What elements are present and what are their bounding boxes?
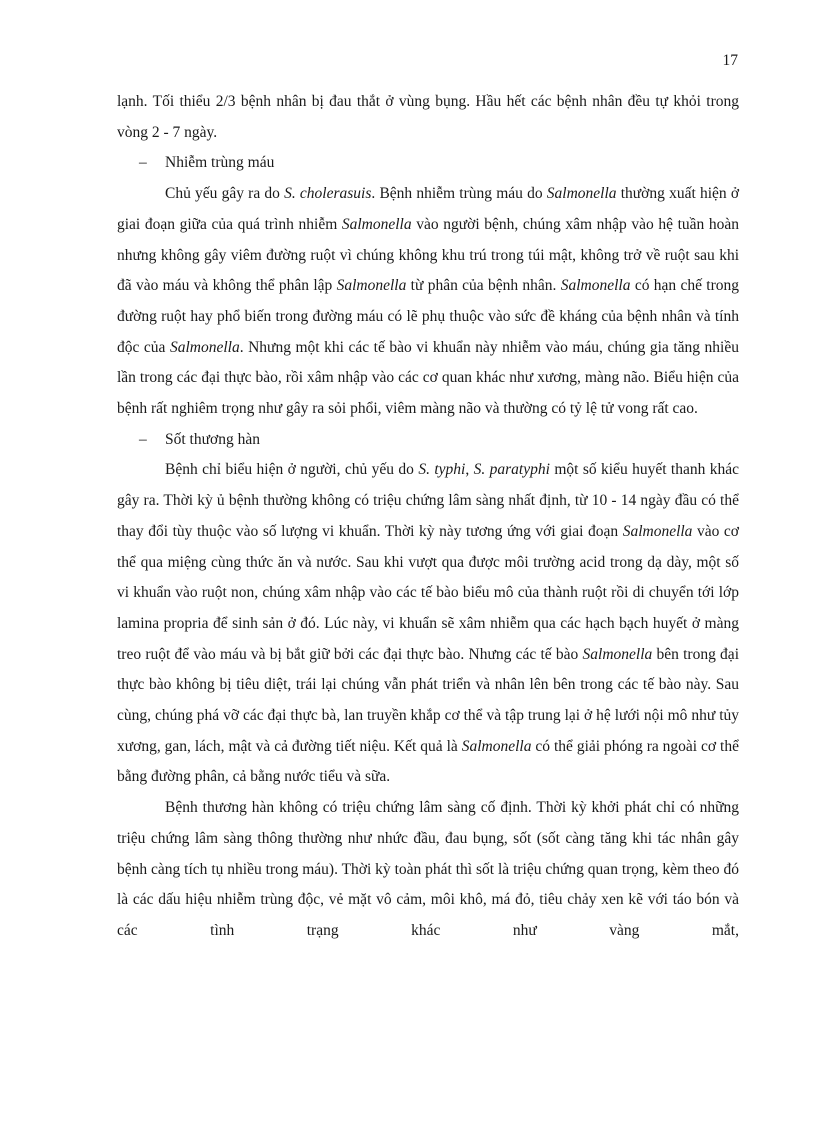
- document-body: [117, 87, 739, 947]
- paragraph-sot-thuong-han: [117, 455, 739, 793]
- text-run: lạnh. Tối thiểu 2/3 bệnh nhân bị đau thắt ở vùng bụng. Hầu hết các bệnh nhân đều tự khỏi trong vòng 2 - 7 ngày.: [117, 93, 739, 141]
- italic-term: S. typhi: [418, 461, 466, 479]
- italic-term: Salmonella: [461, 737, 532, 755]
- text-run: Chủ yếu gây ra do: [165, 185, 285, 203]
- page-number: 17: [722, 52, 738, 69]
- italic-term: Salmonella: [622, 522, 693, 540]
- heading-sot-thuong-han: [139, 425, 739, 456]
- italic-term: Salmonella: [546, 185, 617, 203]
- italic-term: S. paratyphi: [473, 461, 550, 479]
- text-run: . Nhưng một khi các tế bào vi khuẩn này nhiễm vào máu, chúng gia tăng nhiều lần trong các đại thực bào, rồi xâm nhập vào các cơ quan khác như xương, màng não. Biểu hiện của bệnh rất nghiêm trọng như gây ra sỏi phổi, viêm màng não và thường có tỷ lệ tử vong rất cao.: [117, 338, 739, 418]
- list-dash: –: [139, 430, 147, 448]
- text-run: vào người bệnh, chúng xâm nhập vào hệ tuần hoàn nhưng không gây viêm đường ruột vì chúng không khu trú trong túi mật, không trở về ruột sau khi đã vào máu và không thể phân lập: [117, 215, 739, 295]
- text-run: ,: [465, 461, 474, 479]
- paragraph-intro-continuation: [117, 87, 739, 148]
- text-run: thường xuất hiện ở giai đoạn giữa của quá trình nhiễm: [117, 185, 740, 233]
- text-run: Nhiễm trùng máu: [165, 154, 275, 172]
- text-run: . Bệnh nhiễm trùng máu do: [371, 185, 547, 203]
- italic-term: S. cholerasuis: [284, 185, 372, 203]
- italic-term: Salmonella: [169, 338, 240, 356]
- paragraph-trieu-chung: [117, 793, 739, 947]
- italic-term: Salmonella: [560, 277, 631, 295]
- list-dash: –: [139, 154, 147, 172]
- text-run: Bệnh thương hàn không có triệu chứng lâm sàng cố định. Thời kỳ khởi phát chỉ có những triệu chứng lâm sàng thông thường như nhức đầu, đau bụng, sốt (sốt càng tăng khi tác nhân gây bệnh càng tích tụ nhiều trong máu). Thời kỳ toàn phát thì sốt là triệu chứng quan trọng, kèm theo đó là các dấu hiệu nhiễm trùng độc, vẻ mặt vô cảm, môi khô, má đỏ, tiêu chảy xen kẽ với táo bón và các tình trạng khác như vàng mắt,: [117, 799, 739, 939]
- text-run: vào cơ thể qua miệng cùng thức ăn và nước. Sau khi vượt qua được môi trường acid trong dạ dày, một số vi khuẩn vào ruột non, chúng xâm nhập vào các tế bào biểu mô của thành ruột rồi di chuyển tới lớp lamina propria để sinh sản ở đó. Lúc này, vi khuẩn sẽ xâm nhiễm qua các hạch bạch huyết ở màng treo ruột để vào máu và bị bắt giữ bởi các đại thực bào. Nhưng các tế bào: [117, 522, 739, 663]
- text-run: Bệnh chỉ biểu hiện ở người, chủ yếu do: [165, 461, 419, 479]
- text-run: bên trong đại thực bào không bị tiêu diệt, trái lại chúng vẫn phát triển và nhân lên bên trong các tế bào này. Sau cùng, chúng phá vỡ các đại thực bà, lan truyền khắp cơ thể và tập trung lại ở hệ lưới nội mô như tủy xương, gan, lách, mật và cả đường tiết niệu. Kết quả là: [117, 645, 739, 755]
- text-run: có thể giải phóng ra ngoài cơ thể bằng đường phân, cả bằng nước tiểu và sữa.: [117, 737, 739, 786]
- text-run: có hạn chế trong đường ruột hay phổ biến trong đường máu có lẽ phụ thuộc vào sức đề kháng của bệnh nhân và tính độc của: [117, 277, 740, 356]
- text-run: từ phân của bệnh nhân.: [406, 277, 561, 295]
- italic-term: Salmonella: [336, 277, 407, 295]
- paragraph-nhiem-trung-mau: [117, 179, 739, 425]
- italic-term: Salmonella: [341, 215, 412, 233]
- text-run: Sốt thương hàn: [165, 430, 260, 448]
- text-run: một số kiểu huyết thanh khác gây ra. Thời kỳ ủ bệnh thường không có triệu chứng lâm sàng nhất định, từ 10 - 14 ngày đầu có thể thay đổi tùy thuộc vào số lượng vi khuẩn. Thời kỳ này tương ứng với giai đoạn: [117, 461, 740, 540]
- italic-term: Salmonella: [582, 645, 653, 663]
- heading-nhiem-trung-mau: [139, 148, 739, 179]
